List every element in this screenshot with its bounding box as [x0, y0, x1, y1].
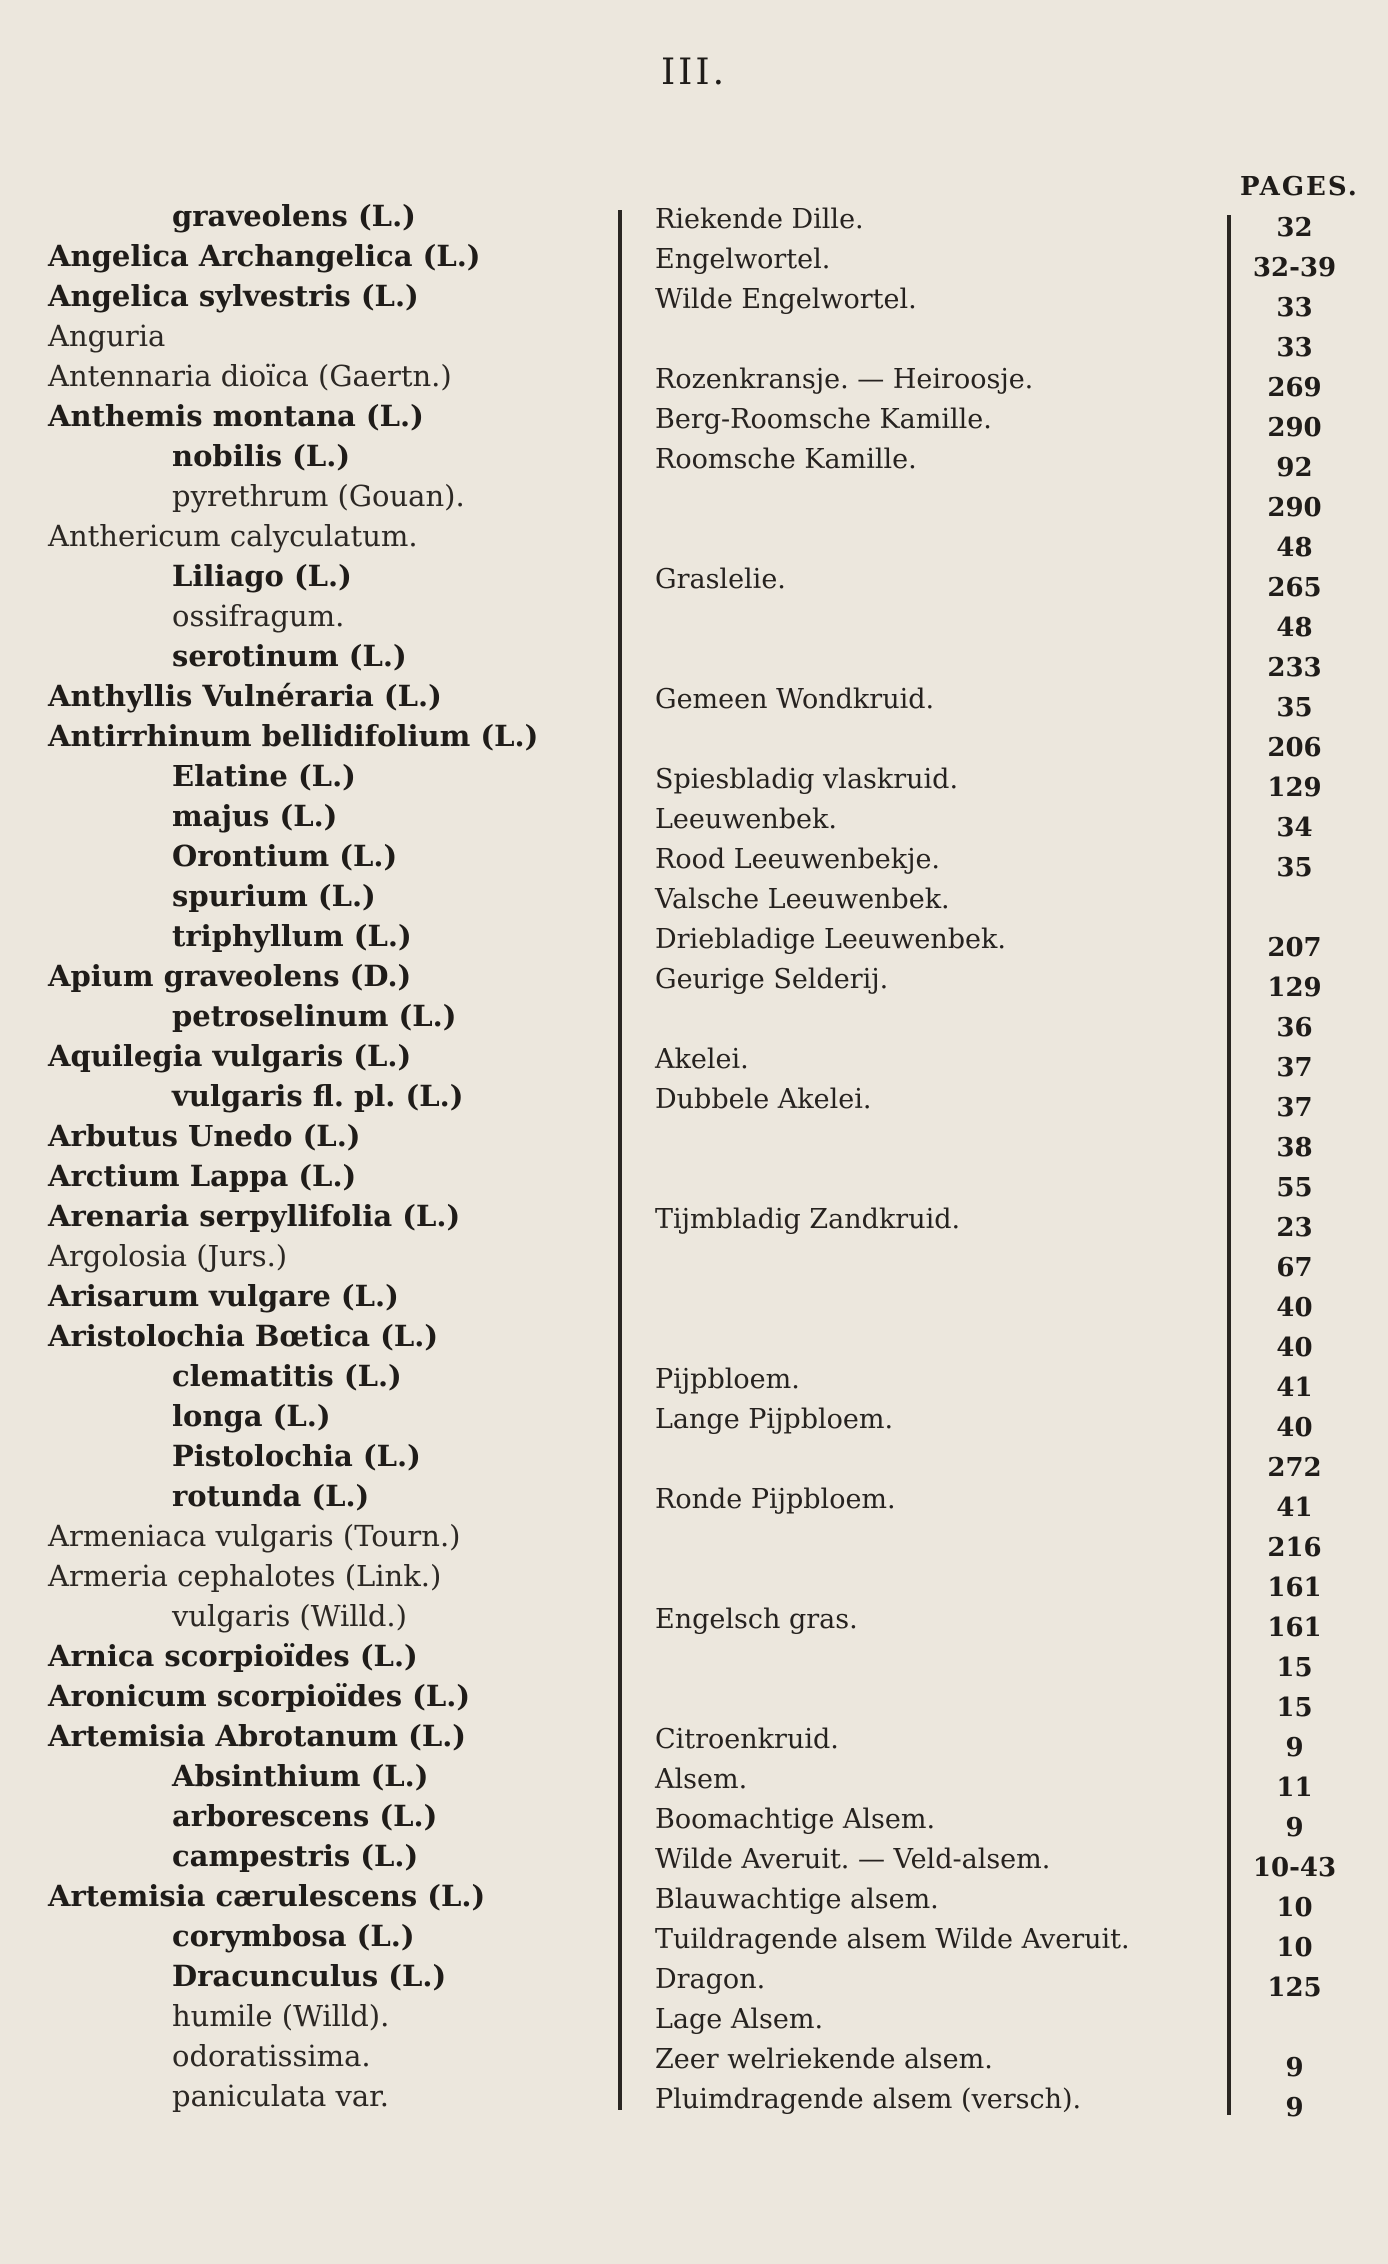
latin-name: Absinthium (L.)	[172, 1759, 429, 1793]
dutch-name: Rozenkransje. — Heiroosje.	[655, 364, 1034, 395]
index-row	[0, 1516, 1388, 1563]
index-row	[0, 196, 1388, 243]
index-row	[0, 1996, 1388, 2036]
latin-name: Aronicum scorpioïdes (L.)	[48, 1679, 471, 1713]
index-row	[0, 356, 1388, 403]
page-ref: 33	[1276, 333, 1313, 363]
latin-name: Antennaria dioïca (Gaertn.)	[48, 359, 452, 393]
page-ref: 55	[1276, 1173, 1313, 1203]
page-ref: 206	[1267, 733, 1322, 763]
dutch-name: Tuildragende alsem Wilde Averuit.	[655, 1924, 1130, 1955]
index-row	[0, 956, 1388, 1003]
latin-name: Argolosia (Jurs.)	[48, 1239, 288, 1273]
dutch-name: Roomsche Kamille.	[655, 444, 917, 475]
index-row	[0, 1716, 1388, 1763]
latin-name: Aquilegia vulgaris (L.)	[48, 1039, 412, 1073]
dutch-name: Berg-Roomsche Kamille.	[655, 404, 992, 435]
index-row	[0, 1836, 1388, 1883]
latin-name: Anguria	[48, 319, 166, 353]
latin-name: Anthemis montana (L.)	[48, 399, 424, 433]
index-row	[0, 1796, 1388, 1843]
page-ref: 48	[1276, 533, 1313, 563]
index-row	[0, 836, 1388, 883]
page-ref: 15	[1276, 1653, 1313, 1683]
dutch-name: Wilde Averuit. — Veld-alsem.	[655, 1844, 1051, 1875]
latin-name: Artemisia Abrotanum (L.)	[48, 1719, 467, 1753]
index-row	[0, 276, 1388, 323]
index-row	[0, 1196, 1388, 1243]
latin-name: vulgaris fl. pl. (L.)	[172, 1079, 464, 1113]
page-ref: 40	[1276, 1293, 1313, 1323]
latin-name: Arbutus Unedo (L.)	[48, 1119, 361, 1153]
dutch-name: Zeer welriekende alsem.	[655, 2044, 993, 2075]
index-row	[0, 396, 1388, 443]
index-row	[0, 1236, 1388, 1283]
latin-name: Angelica Archangelica (L.)	[48, 239, 481, 273]
latin-name: Liliago (L.)	[172, 559, 352, 593]
dutch-name: Boomachtige Alsem.	[655, 1804, 936, 1835]
page-ref: 125	[1267, 1973, 1322, 2003]
latin-name: Anthericum calyculatum.	[48, 519, 418, 553]
page-number: III.	[660, 52, 728, 93]
index-row	[0, 556, 1388, 603]
index-row	[0, 1116, 1388, 1163]
latin-name: Orontium (L.)	[172, 839, 398, 873]
dutch-name: Alsem.	[655, 1764, 748, 1795]
dutch-name: Riekende Dille.	[655, 204, 864, 235]
page-ref: 290	[1267, 493, 1322, 523]
page-ref: 161	[1267, 1613, 1322, 1643]
latin-name: vulgaris (Willd.)	[172, 1599, 407, 1633]
page-ref: 9	[1285, 1813, 1304, 1843]
page-ref: 40	[1276, 1333, 1313, 1363]
index-row	[0, 2036, 1388, 2083]
index-row	[0, 1356, 1388, 1403]
latin-name: longa (L.)	[172, 1399, 331, 1433]
index-row	[0, 436, 1388, 483]
latin-name: odoratissima.	[172, 2039, 371, 2073]
latin-name: Angelica sylvestris (L.)	[48, 279, 419, 313]
page-ref: 207	[1267, 933, 1322, 963]
dutch-name: Lage Alsem.	[655, 2004, 824, 2035]
latin-name: Elatine (L.)	[172, 759, 356, 793]
index-row	[0, 1636, 1388, 1683]
page-ref: 216	[1267, 1533, 1322, 1563]
pages-column-header: PAGES.	[1240, 172, 1359, 202]
latin-name: Arctium Lappa (L.)	[48, 1159, 357, 1193]
latin-name: Aristolochia Bœtica (L.)	[48, 1319, 439, 1353]
latin-name: graveolens (L.)	[172, 199, 416, 233]
latin-name: Arnica scorpioïdes (L.)	[48, 1639, 418, 1673]
page-ref: 35	[1276, 853, 1313, 883]
dutch-name: Leeuwenbek.	[655, 804, 837, 835]
page-ref: 9	[1285, 2053, 1304, 2083]
page-ref: 36	[1276, 1013, 1313, 1043]
page-ref: 23	[1276, 1213, 1313, 1243]
page-ref: 41	[1276, 1373, 1313, 1403]
latin-name: majus (L.)	[172, 799, 338, 833]
index-row	[0, 1276, 1388, 1323]
latin-name: Anthyllis Vulnéraria (L.)	[48, 679, 442, 713]
dutch-name: Rood Leeuwenbekje.	[655, 844, 941, 875]
page-ref: 10-43	[1252, 1853, 1337, 1883]
page-ref: 48	[1276, 613, 1313, 643]
latin-name: humile (Willd).	[172, 1999, 390, 2033]
index-row	[0, 516, 1388, 563]
page-ref: 9	[1285, 1733, 1304, 1763]
index-row	[0, 1556, 1388, 1603]
latin-name: triphyllum (L.)	[172, 919, 412, 953]
dutch-name: Tijmbladig Zandkruid.	[655, 1204, 961, 1235]
latin-name: paniculata var.	[172, 2079, 390, 2113]
page-ref: 129	[1267, 773, 1322, 803]
dutch-name: Lange Pijpbloem.	[655, 1404, 894, 1435]
latin-name: arborescens (L.)	[172, 1799, 438, 1833]
index-row	[0, 1156, 1388, 1203]
index-row	[0, 1676, 1388, 1723]
index-row	[0, 476, 1388, 523]
index-row	[0, 596, 1388, 643]
index-row	[0, 756, 1388, 803]
dutch-name: Akelei.	[655, 1044, 749, 1075]
page-ref: 33	[1276, 293, 1313, 323]
index-row	[0, 1396, 1388, 1443]
page-ref: 40	[1276, 1413, 1313, 1443]
dutch-name: Engelsch gras.	[655, 1604, 858, 1635]
latin-name: Armeniaca vulgaris (Tourn.)	[48, 1519, 461, 1553]
index-row	[0, 636, 1388, 683]
page-ref: 37	[1276, 1053, 1313, 1083]
index-row	[0, 1476, 1388, 1523]
dutch-name: Dubbele Akelei.	[655, 1084, 872, 1115]
index-row	[0, 1316, 1388, 1363]
page-ref: 272	[1267, 1453, 1322, 1483]
dutch-name: Valsche Leeuwenbek.	[655, 884, 950, 915]
dutch-name: Ronde Pijpbloem.	[655, 1484, 896, 1515]
page-ref: 38	[1276, 1133, 1313, 1163]
index-row	[0, 796, 1388, 843]
index-row	[0, 1036, 1388, 1083]
page-ref: 10	[1276, 1933, 1313, 1963]
dutch-name: Blauwachtige alsem.	[655, 1884, 939, 1915]
latin-name: Antirrhinum bellidifolium (L.)	[48, 719, 539, 753]
latin-name: nobilis (L.)	[172, 439, 351, 473]
latin-name: clematitis (L.)	[172, 1359, 402, 1393]
page-ref: 15	[1276, 1693, 1313, 1723]
latin-name: petroselinum (L.)	[172, 999, 457, 1033]
index-row	[0, 996, 1388, 1043]
page-ref: 67	[1276, 1253, 1313, 1283]
dutch-name: Dragon.	[655, 1964, 766, 1995]
index-row	[0, 1756, 1388, 1803]
page-ref: 10	[1276, 1893, 1313, 1923]
latin-name: Arenaria serpyllifolia (L.)	[48, 1199, 461, 1233]
page-ref: 9	[1285, 2093, 1304, 2123]
latin-name: spurium (L.)	[172, 879, 376, 913]
index-row	[0, 236, 1388, 283]
page-ref: 11	[1276, 1773, 1313, 1803]
page-ref: 161	[1267, 1573, 1322, 1603]
index-row	[0, 916, 1388, 963]
page-ref: 265	[1267, 573, 1322, 603]
dutch-name: Pijpbloem.	[655, 1364, 800, 1395]
latin-name: Apium graveolens (D.)	[48, 959, 412, 993]
page-ref: 290	[1267, 413, 1322, 443]
latin-name: ossifragum.	[172, 599, 345, 633]
dutch-name: Spiesbladig vlaskruid.	[655, 764, 959, 795]
latin-name: Dracunculus (L.)	[172, 1959, 447, 1993]
latin-name: Armeria cephalotes (Link.)	[48, 1559, 442, 1593]
dutch-name: Geurige Selderij.	[655, 964, 889, 995]
dutch-name: Citroenkruid.	[655, 1724, 839, 1755]
index-row	[0, 1956, 1388, 2003]
dutch-name: Wilde Engelwortel.	[655, 284, 917, 315]
index-row	[0, 716, 1388, 763]
index-row	[0, 1436, 1388, 1483]
page-ref: 41	[1276, 1493, 1313, 1523]
page-ref: 32-39	[1252, 253, 1337, 283]
page-ref: 92	[1276, 453, 1313, 483]
index-row	[0, 1076, 1388, 1123]
latin-name: rotunda (L.)	[172, 1479, 370, 1513]
dutch-name: Gemeen Wondkruid.	[655, 684, 935, 715]
dutch-name: Driebladige Leeuwenbek.	[655, 924, 1006, 955]
latin-name: serotinum (L.)	[172, 639, 407, 673]
index-row	[0, 876, 1388, 916]
dutch-name: Engelwortel.	[655, 244, 831, 275]
latin-name: Pistolochia (L.)	[172, 1439, 421, 1473]
page-ref: 34	[1276, 813, 1313, 843]
index-row	[0, 676, 1388, 723]
index-row	[0, 316, 1388, 363]
latin-name: Artemisia cærulescens (L.)	[48, 1879, 486, 1913]
latin-name: pyrethrum (Gouan).	[172, 479, 465, 513]
latin-name: campestris (L.)	[172, 1839, 419, 1873]
index-row	[0, 2076, 1388, 2123]
index-row	[0, 1916, 1388, 1963]
latin-name: corymbosa (L.)	[172, 1919, 415, 1953]
dutch-name: Pluimdragende alsem (versch).	[655, 2084, 1082, 2115]
page-ref: 37	[1276, 1093, 1313, 1123]
index-row	[0, 1876, 1388, 1923]
page-ref: 35	[1276, 693, 1313, 723]
page-ref: 233	[1267, 653, 1322, 683]
latin-name: Arisarum vulgare (L.)	[48, 1279, 399, 1313]
dutch-name: Graslelie.	[655, 564, 786, 595]
page-ref: 269	[1267, 373, 1322, 403]
page-ref: 32	[1276, 213, 1313, 243]
page-ref: 129	[1267, 973, 1322, 1003]
index-row	[0, 1596, 1388, 1643]
